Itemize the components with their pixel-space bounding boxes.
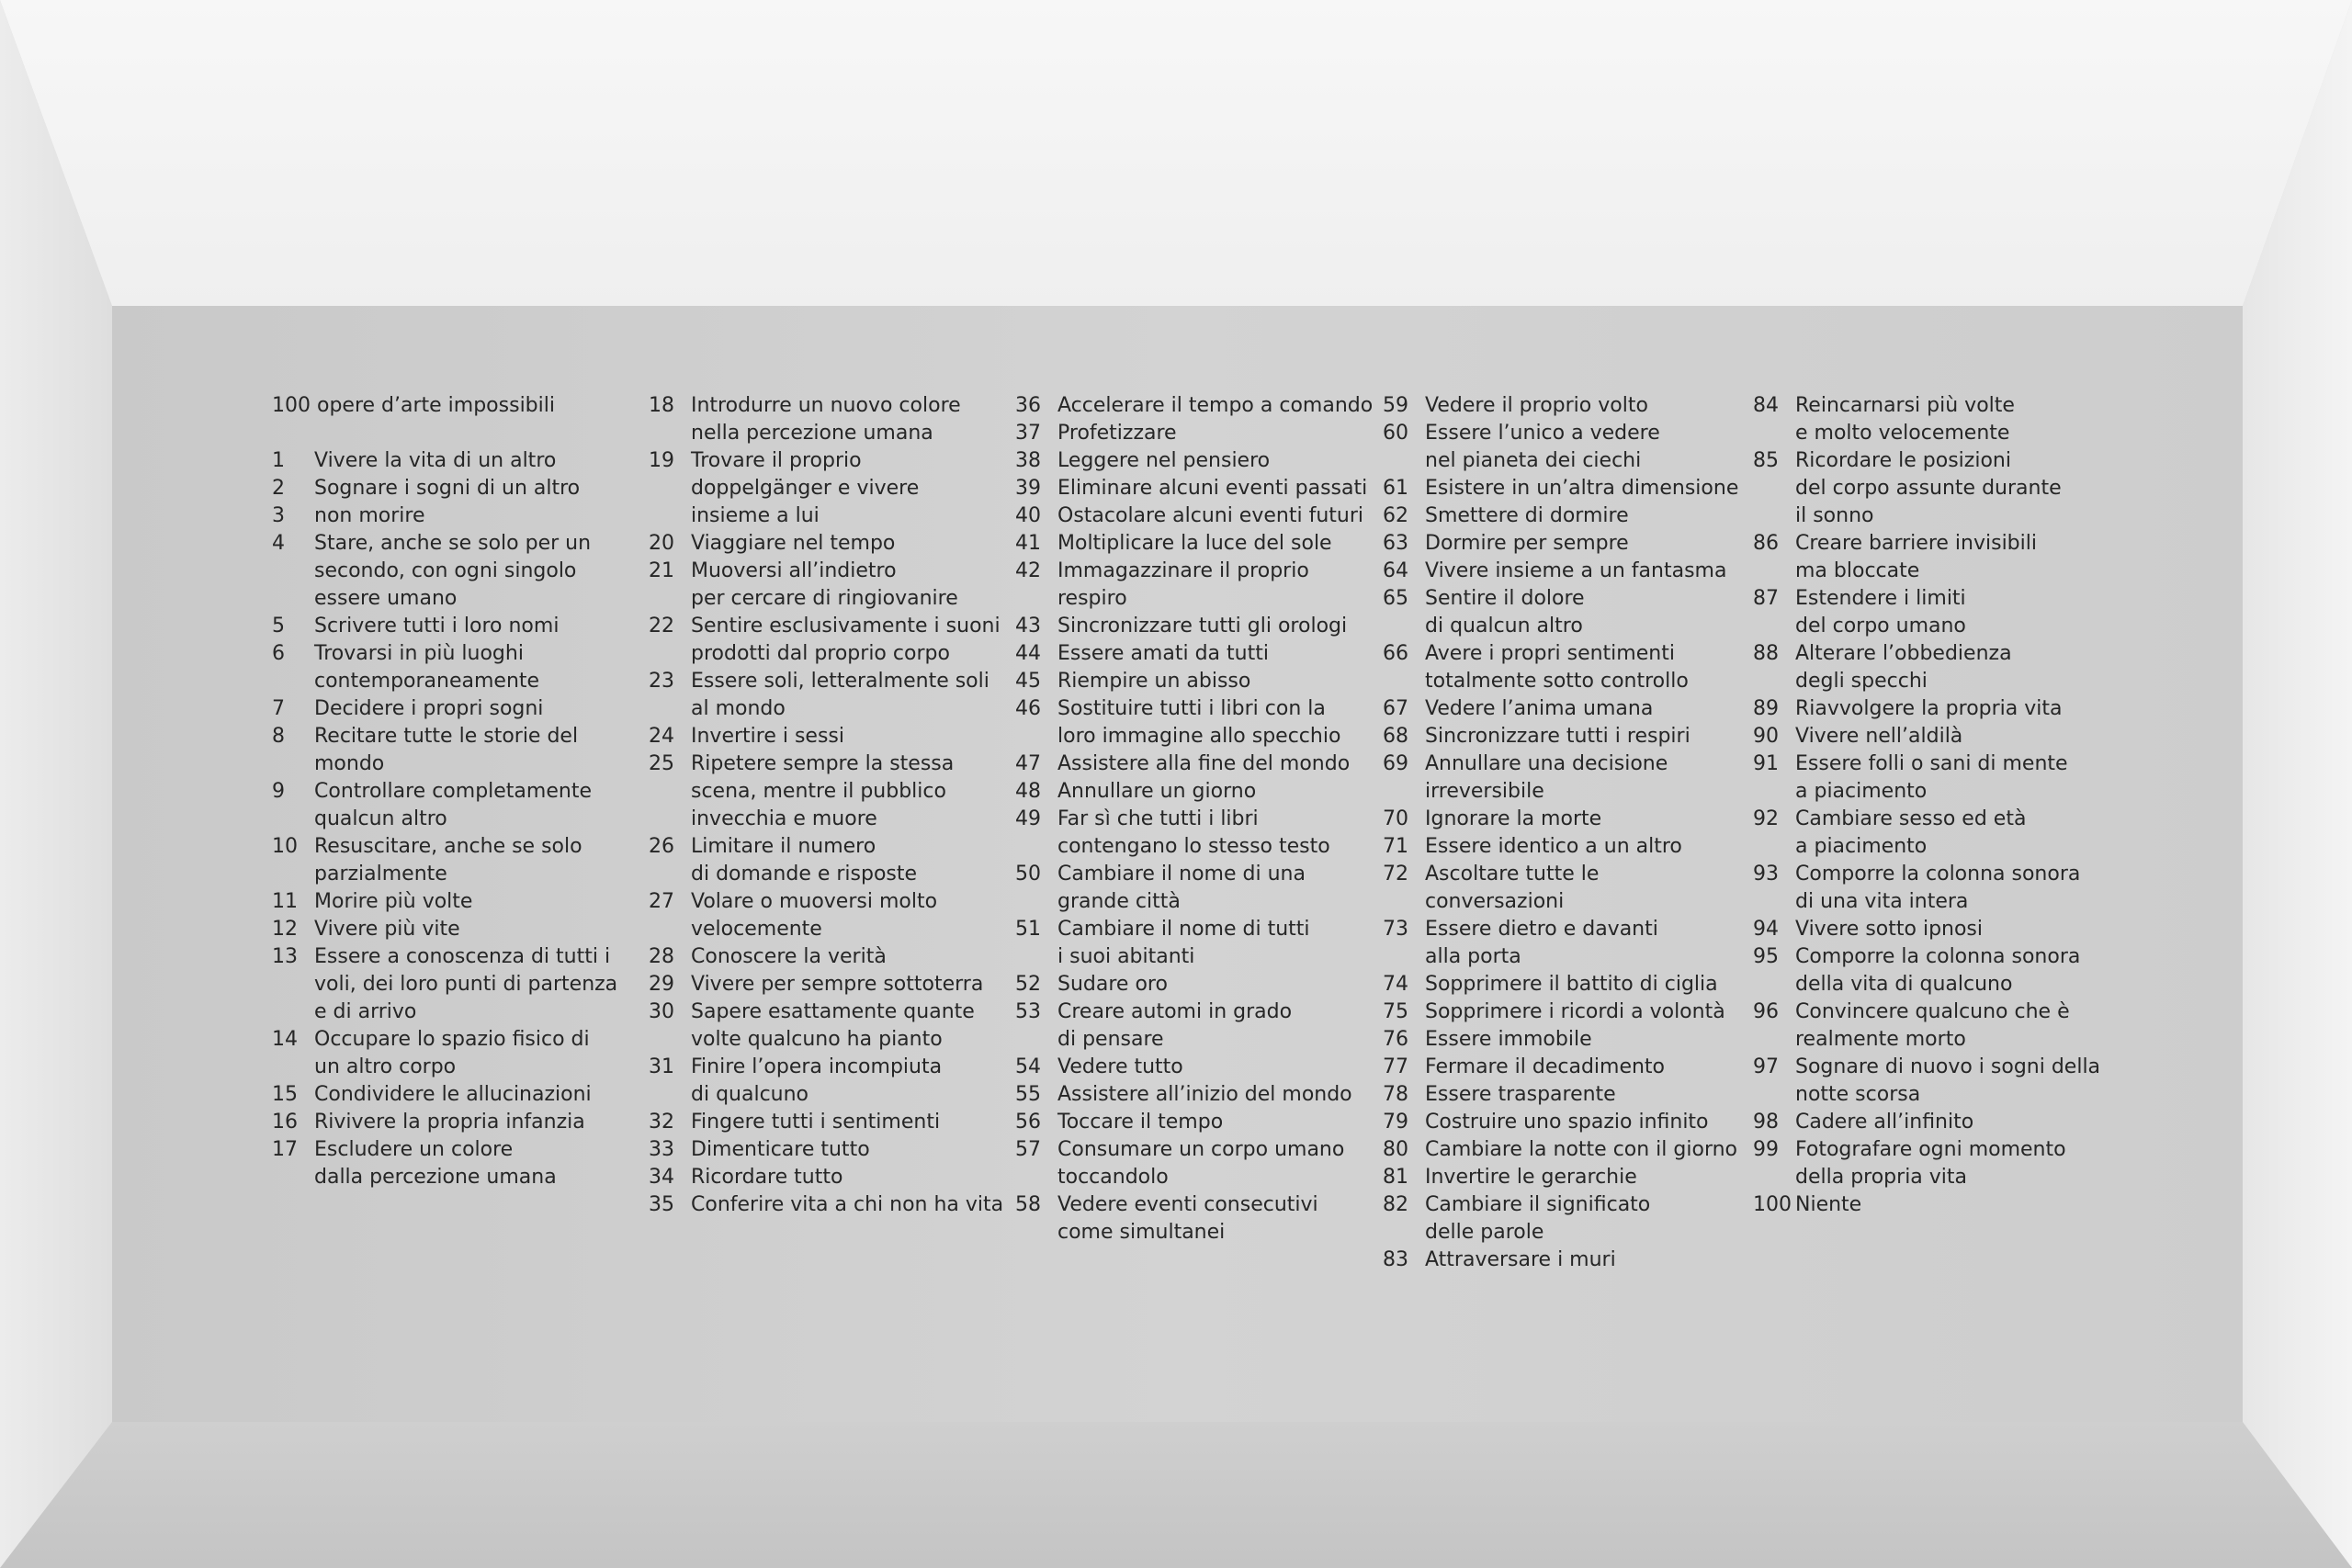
item-text: Condividere le allucinazioni (314, 1083, 592, 1106)
item-text: Ricordare le posizioni del corpo assunte durante il sonno (1795, 449, 2062, 527)
item-text: Rivivere la propria infanzia (314, 1111, 585, 1134)
item-number: 12 (272, 918, 298, 941)
item-number: 76 (1383, 1028, 1408, 1051)
item-text: Conoscere la verità (691, 945, 887, 968)
item-number: 60 (1383, 422, 1408, 445)
item-text: Alterare l’obbedienza degli specchi (1795, 642, 2012, 693)
item-number: 5 (272, 615, 285, 637)
item-number: 20 (649, 532, 674, 555)
item-text: Costruire uno spazio infinito (1425, 1111, 1709, 1134)
artwork-title: 100 opere d’arte impossibili (272, 394, 555, 417)
item-text: Controllare completamente qualcun altro (314, 780, 592, 830)
item-text: Cambiare il nome di tutti i suoi abitanti (1057, 918, 1310, 968)
item-number: 34 (649, 1166, 674, 1189)
item-text: Assistere alla fine del mondo (1057, 752, 1351, 775)
item-text: Reincarnarsi più volte e molto velocemente (1795, 394, 2015, 445)
item-number: 74 (1383, 973, 1408, 996)
item-text: Essere trasparente (1425, 1083, 1616, 1106)
item-number: 68 (1383, 725, 1408, 748)
item-text: Cadere all’infinito (1795, 1111, 1974, 1134)
item-number: 55 (1015, 1083, 1041, 1106)
item-text: Niente (1795, 1193, 1862, 1216)
item-text: Finire l’opera incompiuta di qualcuno (691, 1055, 943, 1106)
item-number: 71 (1383, 835, 1408, 858)
item-text: Invertire le gerarchie (1425, 1166, 1637, 1189)
item-number: 2 (272, 477, 285, 500)
item-number: 54 (1015, 1055, 1041, 1078)
item-text: Dormire per sempre (1425, 532, 1629, 555)
item-number: 42 (1015, 559, 1041, 582)
item-text: Sognare di nuovo i sogni della notte scorsa (1795, 1055, 2101, 1106)
item-text: Essere immobile (1425, 1028, 1592, 1051)
item-text: Essere amati da tutti (1057, 642, 1269, 665)
item-text: Cambiare la notte con il giorno (1425, 1138, 1738, 1161)
item-number: 97 (1753, 1055, 1779, 1078)
item-number: 85 (1753, 449, 1779, 472)
item-number: 8 (272, 725, 285, 748)
item-text: Sognare i sogni di un altro (314, 477, 581, 500)
item-number: 16 (272, 1111, 298, 1134)
item-text: Profetizzare (1057, 422, 1177, 445)
item-number: 49 (1015, 807, 1041, 830)
item-number: 30 (649, 1000, 674, 1023)
item-text: Essere dietro e davanti alla porta (1425, 918, 1658, 968)
item-number: 10 (272, 835, 298, 858)
item-number: 87 (1753, 587, 1779, 610)
item-text: Assistere all’inizio del mondo (1057, 1083, 1352, 1106)
item-number: 66 (1383, 642, 1408, 665)
item-text: Vivere sotto ipnosi (1795, 918, 1984, 941)
item-number: 50 (1015, 863, 1041, 886)
item-number: 65 (1383, 587, 1408, 610)
item-text: non morire (314, 504, 425, 527)
item-number: 47 (1015, 752, 1041, 775)
item-text: Fermare il decadimento (1425, 1055, 1666, 1078)
item-text: Fotografare ogni momento della propria vita (1795, 1138, 2066, 1189)
item-text: Introdurre un nuovo colore nella percezione umana (691, 394, 961, 445)
item-number: 77 (1383, 1055, 1408, 1078)
item-text: Vivere insieme a un fantasma (1425, 559, 1727, 582)
item-text: Far sì che tutti i libri contengano lo stesso testo (1057, 807, 1330, 858)
item-text: Scrivere tutti i loro nomi (314, 615, 560, 637)
item-number: 1 (272, 449, 285, 472)
item-text: Attraversare i muri (1425, 1248, 1616, 1271)
item-text: Essere a conoscenza di tutti i voli, dei loro punti di partenza e di arrivo (314, 945, 618, 1023)
item-number: 35 (649, 1193, 674, 1216)
item-number: 28 (649, 945, 674, 968)
item-text: Essere folli o sani di mente a piacimento (1795, 752, 2068, 803)
item-text: Consumare un corpo umano toccandolo (1057, 1138, 1345, 1189)
item-text: Dimenticare tutto (691, 1138, 870, 1161)
item-number: 92 (1753, 807, 1779, 830)
item-number: 88 (1753, 642, 1779, 665)
item-number: 13 (272, 945, 298, 968)
item-number: 56 (1015, 1111, 1041, 1134)
item-text: Trovare il proprio doppelgänger e vivere insieme a lui (691, 449, 920, 527)
item-number: 79 (1383, 1111, 1408, 1134)
item-number: 4 (272, 532, 285, 555)
item-text: Ricordare tutto (691, 1166, 843, 1189)
item-text: Annullare una decisione irreversibile (1425, 752, 1668, 803)
item-text: Accelerare il tempo a comando (1057, 394, 1374, 417)
item-number: 7 (272, 697, 285, 720)
item-number: 78 (1383, 1083, 1408, 1106)
item-number: 9 (272, 780, 285, 803)
item-text: Limitare il numero di domande e risposte (691, 835, 918, 886)
item-number: 59 (1383, 394, 1408, 417)
item-number: 44 (1015, 642, 1041, 665)
item-number: 84 (1753, 394, 1779, 417)
item-text: Toccare il tempo (1057, 1111, 1224, 1134)
item-number: 99 (1753, 1138, 1779, 1161)
item-number: 36 (1015, 394, 1041, 417)
item-text: Moltiplicare la luce del sole (1057, 532, 1332, 555)
item-number: 82 (1383, 1193, 1408, 1216)
item-text: Recitare tutte le storie del mondo (314, 725, 579, 775)
item-number: 61 (1383, 477, 1408, 500)
item-text: Escludere un colore dalla percezione umana (314, 1138, 557, 1189)
item-number: 90 (1753, 725, 1779, 748)
item-text: Conferire vita a chi non ha vita (691, 1193, 1004, 1216)
item-text: Sapere esattamente quante volte qualcuno ha pianto (691, 1000, 975, 1051)
item-text: Comporre la colonna sonora di una vita intera (1795, 863, 2081, 913)
item-text: Occupare lo spazio fisico di un altro corpo (314, 1028, 590, 1078)
item-number: 22 (649, 615, 674, 637)
item-text: Vivere la vita di un altro (314, 449, 557, 472)
item-text: Essere l’unico a vedere nel pianeta dei ciechi (1425, 422, 1660, 472)
item-text: Annullare un giorno (1057, 780, 1257, 803)
item-number: 93 (1753, 863, 1779, 886)
item-number: 53 (1015, 1000, 1041, 1023)
item-text: Leggere nel pensiero (1057, 449, 1271, 472)
item-number: 29 (649, 973, 674, 996)
item-text: Vivere più vite (314, 918, 460, 941)
item-text: Vivere nell’aldilà (1795, 725, 1963, 748)
item-number: 73 (1383, 918, 1408, 941)
item-number: 41 (1015, 532, 1041, 555)
item-text: Essere identico a un altro (1425, 835, 1682, 858)
item-text: Decidere i propri sogni (314, 697, 544, 720)
item-text: Convincere qualcuno che è realmente morto (1795, 1000, 2070, 1051)
item-text: Riempire un abisso (1057, 670, 1251, 693)
item-text: Vedere il proprio volto (1425, 394, 1648, 417)
item-number: 38 (1015, 449, 1041, 472)
back-wall (112, 306, 2243, 1422)
item-text: Estendere i limiti del corpo umano (1795, 587, 1966, 637)
item-number: 40 (1015, 504, 1041, 527)
item-number: 26 (649, 835, 674, 858)
item-number: 48 (1015, 780, 1041, 803)
item-text: Vedere eventi consecutivi come simultanei (1057, 1193, 1318, 1244)
item-text: Stare, anche se solo per un secondo, con ogni singolo essere umano (314, 532, 592, 610)
item-number: 17 (272, 1138, 298, 1161)
item-number: 32 (649, 1111, 674, 1134)
item-number: 31 (649, 1055, 674, 1078)
item-number: 39 (1015, 477, 1041, 500)
item-text: Esistere in un’altra dimensione (1425, 477, 1739, 500)
item-text: Resuscitare, anche se solo parzialmente (314, 835, 582, 886)
floor (0, 1422, 2352, 1568)
item-number: 81 (1383, 1166, 1408, 1189)
item-number: 43 (1015, 615, 1041, 637)
item-number: 89 (1753, 697, 1779, 720)
item-text: Fingere tutti i sentimenti (691, 1111, 941, 1134)
item-number: 45 (1015, 670, 1041, 693)
item-text: Sincronizzare tutti gli orologi (1057, 615, 1348, 637)
item-number: 62 (1383, 504, 1408, 527)
item-number: 86 (1753, 532, 1779, 555)
item-number: 37 (1015, 422, 1041, 445)
item-text: Muoversi all’indietro per cercare di ringiovanire (691, 559, 958, 610)
item-text: Riavvolgere la propria vita (1795, 697, 2063, 720)
item-number: 95 (1753, 945, 1779, 968)
item-number: 24 (649, 725, 674, 748)
item-number: 96 (1753, 1000, 1779, 1023)
item-number: 91 (1753, 752, 1779, 775)
item-number: 33 (649, 1138, 674, 1161)
item-text: Ripetere sempre la stessa scena, mentre il pubblico invecchia e muore (691, 752, 955, 830)
item-text: Invertire i sessi (691, 725, 844, 748)
item-text: Sincronizzare tutti i respiri (1425, 725, 1690, 748)
item-text: Smettere di dormire (1425, 504, 1629, 527)
item-number: 80 (1383, 1138, 1408, 1161)
item-text: Sentire esclusivamente i suoni prodotti dal proprio corpo (691, 615, 1001, 665)
item-text: Sopprimere i ricordi a volontà (1425, 1000, 1725, 1023)
item-number: 23 (649, 670, 674, 693)
item-number: 27 (649, 890, 674, 913)
item-text: Creare barriere invisibili ma bloccate (1795, 532, 2037, 582)
item-text: Sopprimere il battito di ciglia (1425, 973, 1718, 996)
item-text: Vivere per sempre sottoterra (691, 973, 984, 996)
item-number: 72 (1383, 863, 1408, 886)
item-text: Volare o muoversi molto velocemente (691, 890, 938, 941)
item-number: 51 (1015, 918, 1041, 941)
item-number: 21 (649, 559, 674, 582)
item-number: 25 (649, 752, 674, 775)
item-text: Cambiare il nome di una grande città (1057, 863, 1306, 913)
item-text: Ascoltare tutte le conversazioni (1425, 863, 1600, 913)
item-text: Vedere tutto (1057, 1055, 1183, 1078)
item-text: Avere i propri sentimenti totalmente sotto controllo (1425, 642, 1689, 693)
item-number: 100 (1753, 1193, 1792, 1216)
ceiling (0, 0, 2352, 306)
item-number: 6 (272, 642, 285, 665)
item-text: Sentire il dolore di qualcun altro (1425, 587, 1585, 637)
item-text: Morire più volte (314, 890, 473, 913)
item-number: 58 (1015, 1193, 1041, 1216)
item-text: Viaggiare nel tempo (691, 532, 896, 555)
item-text: Cambiare sesso ed età a piacimento (1795, 807, 2027, 858)
item-number: 3 (272, 504, 285, 527)
item-number: 18 (649, 394, 674, 417)
item-text: Eliminare alcuni eventi passati (1057, 477, 1368, 500)
item-number: 63 (1383, 532, 1408, 555)
item-text: Sudare oro (1057, 973, 1168, 996)
item-number: 67 (1383, 697, 1408, 720)
item-number: 15 (272, 1083, 298, 1106)
item-number: 94 (1753, 918, 1779, 941)
item-number: 75 (1383, 1000, 1408, 1023)
item-text: Creare automi in grado di pensare (1057, 1000, 1293, 1051)
item-number: 83 (1383, 1248, 1408, 1271)
item-number: 98 (1753, 1111, 1779, 1134)
item-number: 11 (272, 890, 298, 913)
item-text: Essere soli, letteralmente soli al mondo (691, 670, 989, 720)
item-number: 64 (1383, 559, 1408, 582)
item-number: 14 (272, 1028, 298, 1051)
item-text: Cambiare il significato delle parole (1425, 1193, 1651, 1244)
item-number: 69 (1383, 752, 1408, 775)
item-text: Immagazzinare il proprio respiro (1057, 559, 1309, 610)
item-number: 19 (649, 449, 674, 472)
item-text: Comporre la colonna sonora della vita di qualcuno (1795, 945, 2081, 996)
item-text: Vedere l’anima umana (1425, 697, 1654, 720)
item-number: 70 (1383, 807, 1408, 830)
item-text: Trovarsi in più luoghi contemporaneamente (314, 642, 540, 693)
item-number: 57 (1015, 1138, 1041, 1161)
item-text: Ostacolare alcuni eventi futuri (1057, 504, 1363, 527)
item-number: 52 (1015, 973, 1041, 996)
item-text: Ignorare la morte (1425, 807, 1602, 830)
item-text: Sostituire tutti i libri con la loro immagine allo specchio (1057, 697, 1341, 748)
item-number: 46 (1015, 697, 1041, 720)
